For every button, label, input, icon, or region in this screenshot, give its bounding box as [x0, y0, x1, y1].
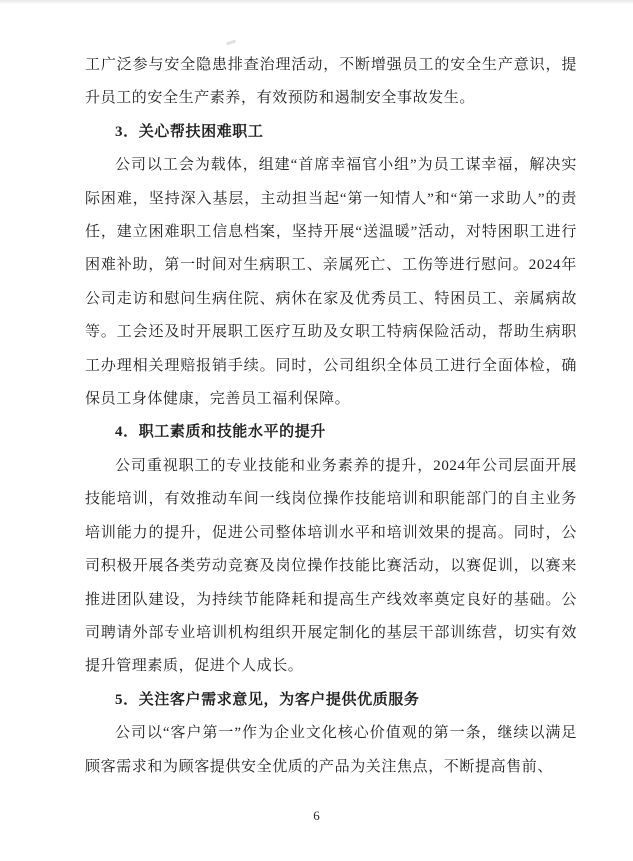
page-number: 6 [313, 808, 320, 823]
scan-top-edge-artifact [0, 0, 633, 4]
section-heading-5-customer-service: 5．关注客户需求意见，为客户提供优质服务 [115, 691, 420, 708]
paragraph-training: 公司重视职工的专业技能和业务素养的提升，2024年公司层面开展技能培训，有效推动车间一线岗位操作技能培训和职能部门的自主业务培训能力的提升，促进公司整体培训水平和培训效果的提高。同时，公司积极开展各类劳动竞赛及岗位操作技能比赛活动，以赛促训，以赛来推进团队建设，为持续节能降耗和提高生产线效率奠定良好的基础。公司聘请外部专业培训机构组织开展定制化的基层干部训练营，切实有效提升管理素质，促进个人成长。 [85, 457, 577, 675]
section-heading-3-care-for-employees: 3．关心帮扶困难职工 [115, 123, 264, 140]
document-body [85, 49, 577, 784]
paragraph-union-care: 公司以工会为载体，组建“首席幸福官小组”为员工谋幸福，解决实际困难，坚持深入基层，主动担当起“第一知情人”和“第一求助人”的责任，建立困难职工信息档案，坚持开展“送温暖”活动，对特困职工进行困难补助，第一时间对生病职工、亲属死亡、工伤等进行慰问。2024年公司走访和慰问生病住院、病休在家及优秀员工、特困员工、亲属病故等。工会还及时开展职工医疗互助及女职工特病保险活动，帮助生病职工办理相关理赔报销手续。同时，公司组织全体员工进行全面体检，确保员工身体健康，完善员工福利保障。 [85, 157, 577, 408]
scan-speck-artifact [226, 40, 236, 46]
paragraph-safety-continuation: 工广泛参与安全隐患排查治理活动，不断增强员工的安全生产意识，提升员工的安全生产素养，有效预防和遏制安全事故发生。 [85, 57, 577, 107]
paragraph-customer-first: 公司以“客户第一”作为企业文化核心价值观的第一条，继续以满足顾客需求和为顾客提供安全优质的产品为关注焦点，不断提高售前、 [85, 725, 577, 775]
section-heading-4-skills-improvement: 4．职工素质和技能水平的提升 [115, 424, 326, 441]
